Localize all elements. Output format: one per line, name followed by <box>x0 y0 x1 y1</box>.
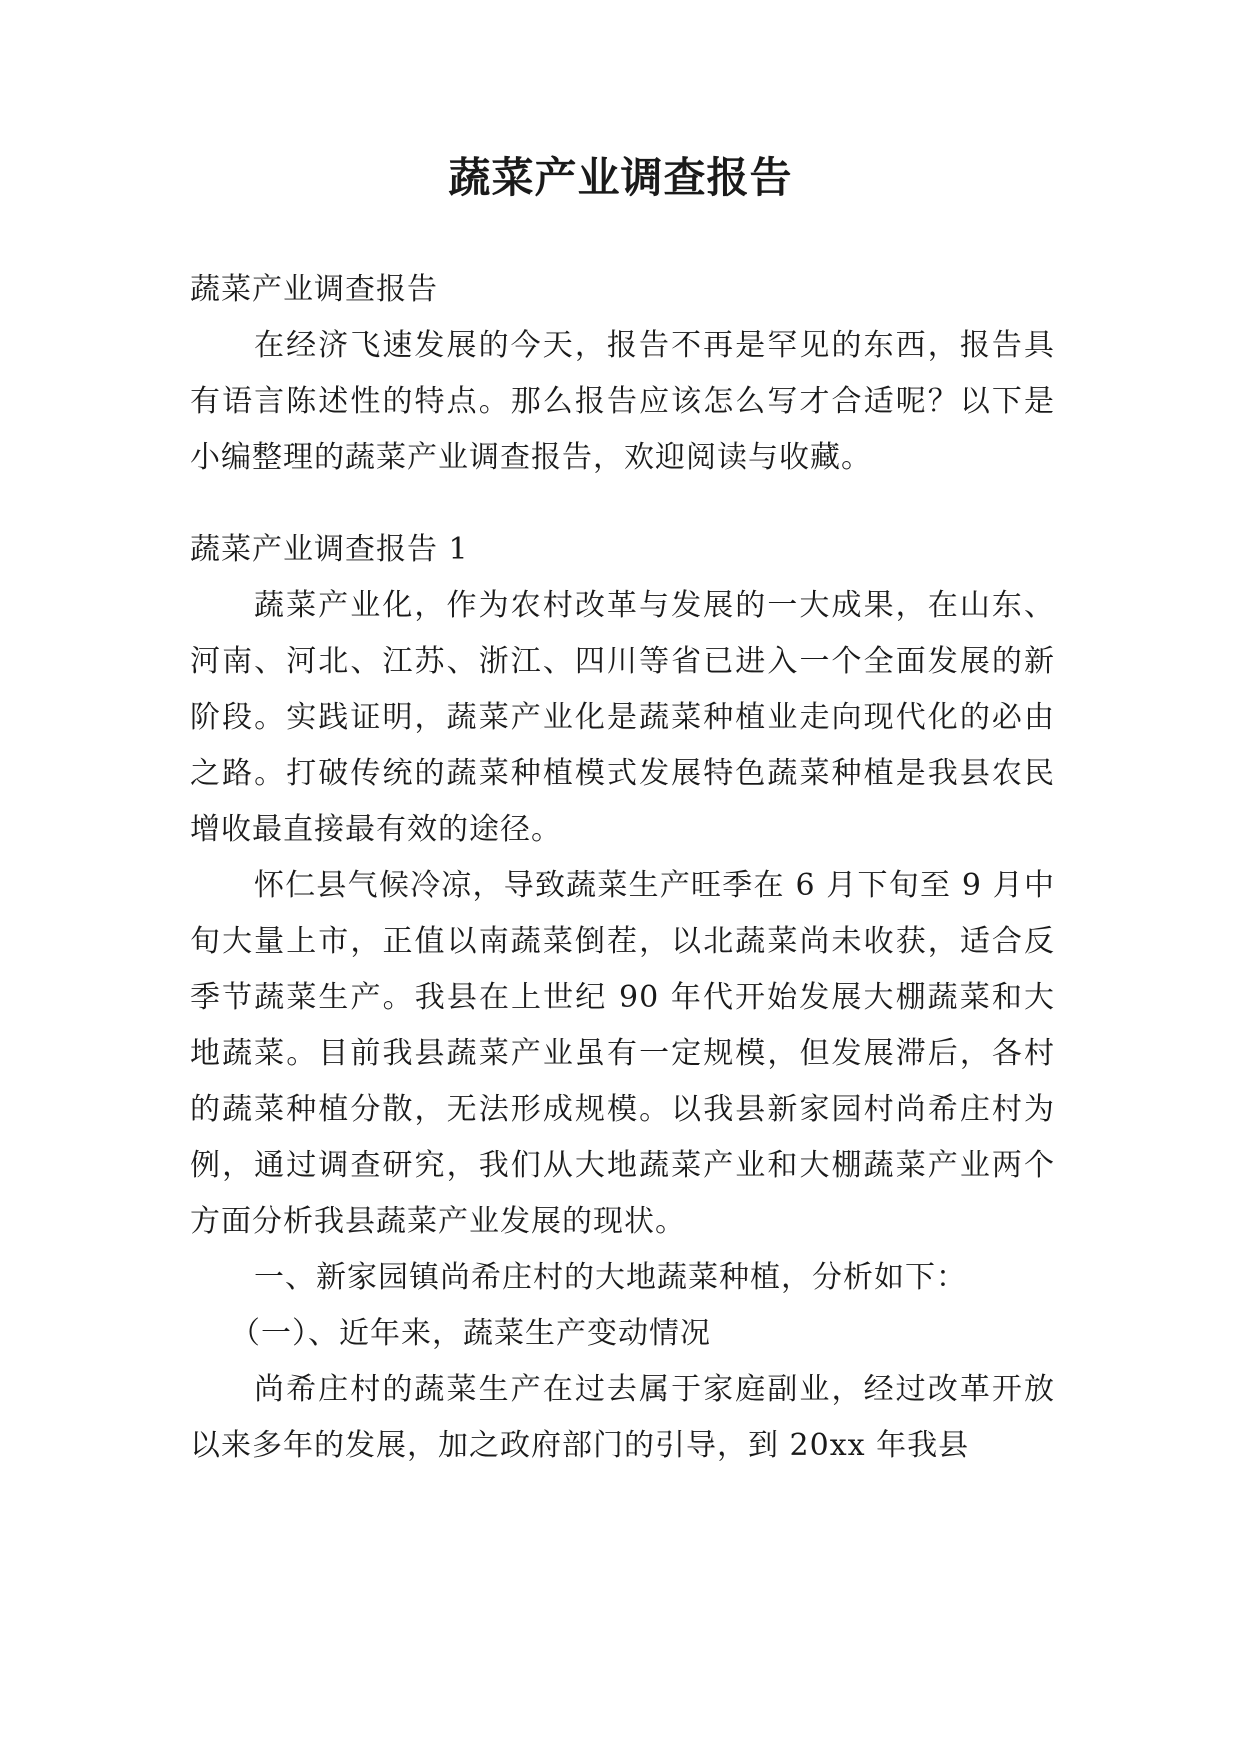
intro-paragraph: 在经济飞速发展的今天，报告不再是罕见的东西，报告具有语言陈述性的特点。那么报告应该怎么写才合适呢？以下是小编整理的蔬菜产业调查报告，欢迎阅读与收藏。 <box>190 328 1055 475</box>
intro-heading: 蔬菜产业调查报告 <box>190 272 438 307</box>
body-paragraph: 尚希庄村的蔬菜生产在过去属于家庭副业，经过改革开放以来多年的发展，加之政府部门的引导，到 20xx 年我县 <box>190 1372 1055 1463</box>
intro-block <box>190 262 1055 486</box>
body-paragraph: 蔬菜产业化，作为农村改革与发展的一大成果，在山东、河南、河北、江苏、浙江、四川等省已进入一个全面发展的新阶段。实践证明，蔬菜产业化是蔬菜种植业走向现代化的必由之路。打破传统的蔬菜种植模式发展特色蔬菜种植是我县农民增收最直接最有效的途径。 <box>190 588 1055 847</box>
subsection-subheading: （一）、近年来，蔬菜生产变动情况 <box>230 1316 711 1351</box>
document-title: 蔬菜产业调查报告 <box>448 153 793 202</box>
section-block <box>190 522 1055 1474</box>
subsection-heading: 一、新家园镇尚希庄村的大地蔬菜种植，分析如下： <box>254 1260 967 1295</box>
section-heading: 蔬菜产业调查报告 1 <box>190 532 469 567</box>
body-paragraph: 怀仁县气候冷凉，导致蔬菜生产旺季在 6 月下旬至 9 月中旬大量上市，正值以南蔬菜倒茬，以北蔬菜尚未收获，适合反季节蔬菜生产。我县在上世纪 90 年代开始发展大棚蔬菜和大地蔬菜。目前我县蔬菜产业虽有一定规模，但发展滞后，各村的蔬菜种植分散，无法形成规模。以我县新家园村尚希庄村为例，通过调查研究，我们从大地蔬菜产业和大棚蔬菜产业两个方面分析我县蔬菜产业发展的现状。 <box>190 868 1055 1239</box>
